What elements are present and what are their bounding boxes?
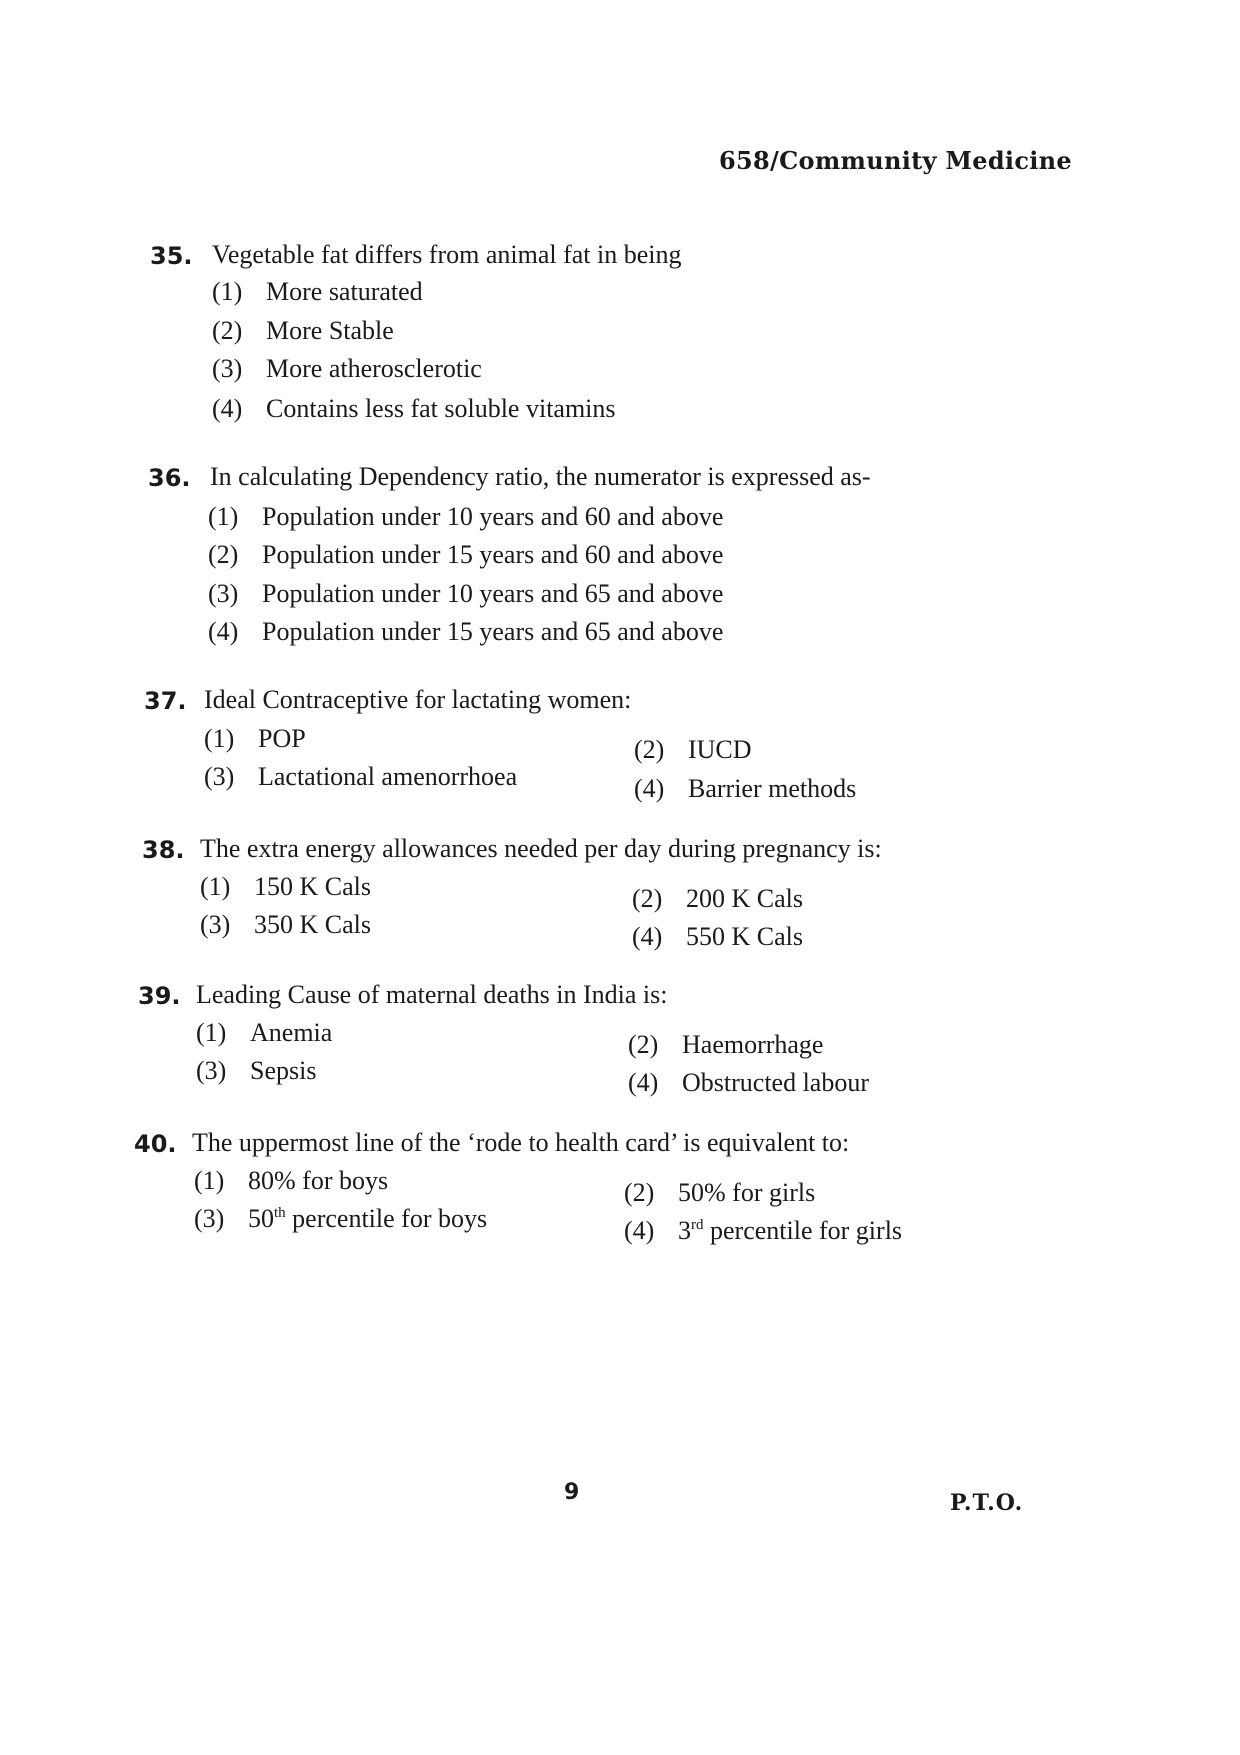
question-number: 40.: [134, 1130, 177, 1158]
option-number: (4): [208, 617, 239, 646]
option-text: Barrier methods: [688, 774, 857, 803]
option-text: Population under 15 years and 65 and above: [262, 617, 724, 646]
question-text: In calculating Dependency ratio, the numerator is expressed as-: [210, 462, 871, 491]
option-number: (3): [204, 762, 235, 791]
option-text: 150 K Cals: [254, 872, 371, 901]
option-number: (3): [194, 1204, 225, 1233]
option-number: (1): [208, 502, 239, 531]
paper-header: 658/Community Medicine: [719, 146, 1072, 175]
option-text: Population under 15 years and 60 and above: [262, 540, 724, 569]
option-number: (1): [196, 1018, 227, 1047]
option-number: (3): [200, 910, 231, 939]
option-number: (2): [212, 316, 243, 345]
question-text: Vegetable fat differs from animal fat in being: [212, 240, 682, 269]
option-number: (3): [196, 1056, 227, 1085]
option-text: Contains less fat soluble vitamins: [266, 394, 616, 423]
option-text: 50% for girls: [678, 1178, 816, 1207]
page-number: 9: [564, 1480, 580, 1505]
option-number: (2): [632, 884, 663, 913]
option-text: IUCD: [688, 735, 752, 764]
option-text: Sepsis: [250, 1056, 317, 1085]
option-number: (1): [194, 1166, 225, 1195]
question-number: 39.: [138, 982, 181, 1010]
option-number: (1): [200, 872, 231, 901]
option-text-rest: percentile for boys: [285, 1204, 488, 1233]
option-number: (4): [632, 922, 663, 951]
ordinal-suffix: rd: [691, 1217, 704, 1233]
option-number: (1): [212, 277, 243, 306]
question-text: The uppermost line of the ‘rode to health card’ is equivalent to:: [192, 1128, 850, 1157]
option-text: Anemia: [250, 1018, 333, 1047]
option-number: (4): [628, 1068, 659, 1097]
question-number: 37.: [144, 687, 187, 715]
option-text: [248, 1204, 487, 1234]
option-text-main: 50: [248, 1204, 274, 1233]
option-number: (4): [634, 774, 665, 803]
option-number: (2): [634, 735, 665, 764]
option-text: Obstructed labour: [682, 1068, 870, 1097]
option-text: Population under 10 years and 65 and above: [262, 579, 724, 608]
question-number: 38.: [142, 836, 185, 864]
question-text: Ideal Contraceptive for lactating women:: [204, 685, 632, 714]
question-text: Leading Cause of maternal deaths in India is:: [196, 980, 668, 1009]
option-text: 80% for boys: [248, 1166, 389, 1195]
option-text-rest: percentile for girls: [703, 1216, 903, 1245]
pto-label: P.T.O.: [950, 1490, 1024, 1516]
option-number: (3): [208, 579, 239, 608]
option-text: More Stable: [266, 316, 394, 345]
option-number: (1): [204, 724, 235, 753]
option-number: (3): [212, 354, 243, 383]
option-text: Population under 10 years and 60 and above: [262, 502, 724, 531]
ordinal-suffix: th: [274, 1205, 286, 1221]
option-text: 550 K Cals: [686, 922, 803, 951]
question-number: 36.: [148, 464, 191, 492]
option-text: [678, 1216, 902, 1246]
question-text: The extra energy allowances needed per day during pregnancy is:: [200, 834, 882, 863]
question-number: 35.: [150, 242, 193, 270]
option-text: 200 K Cals: [686, 884, 803, 913]
option-number: (4): [212, 394, 243, 423]
option-text: Lactational amenorrhoea: [258, 762, 518, 791]
option-text-main: 3: [678, 1216, 691, 1245]
option-text: Haemorrhage: [682, 1030, 824, 1059]
option-number: (4): [624, 1216, 655, 1245]
option-number: (2): [628, 1030, 659, 1059]
option-text: More atherosclerotic: [266, 354, 482, 383]
option-text: More saturated: [266, 277, 423, 306]
option-text: POP: [258, 724, 306, 753]
option-text: 350 K Cals: [254, 910, 371, 939]
option-number: (2): [208, 540, 239, 569]
option-number: (2): [624, 1178, 655, 1207]
